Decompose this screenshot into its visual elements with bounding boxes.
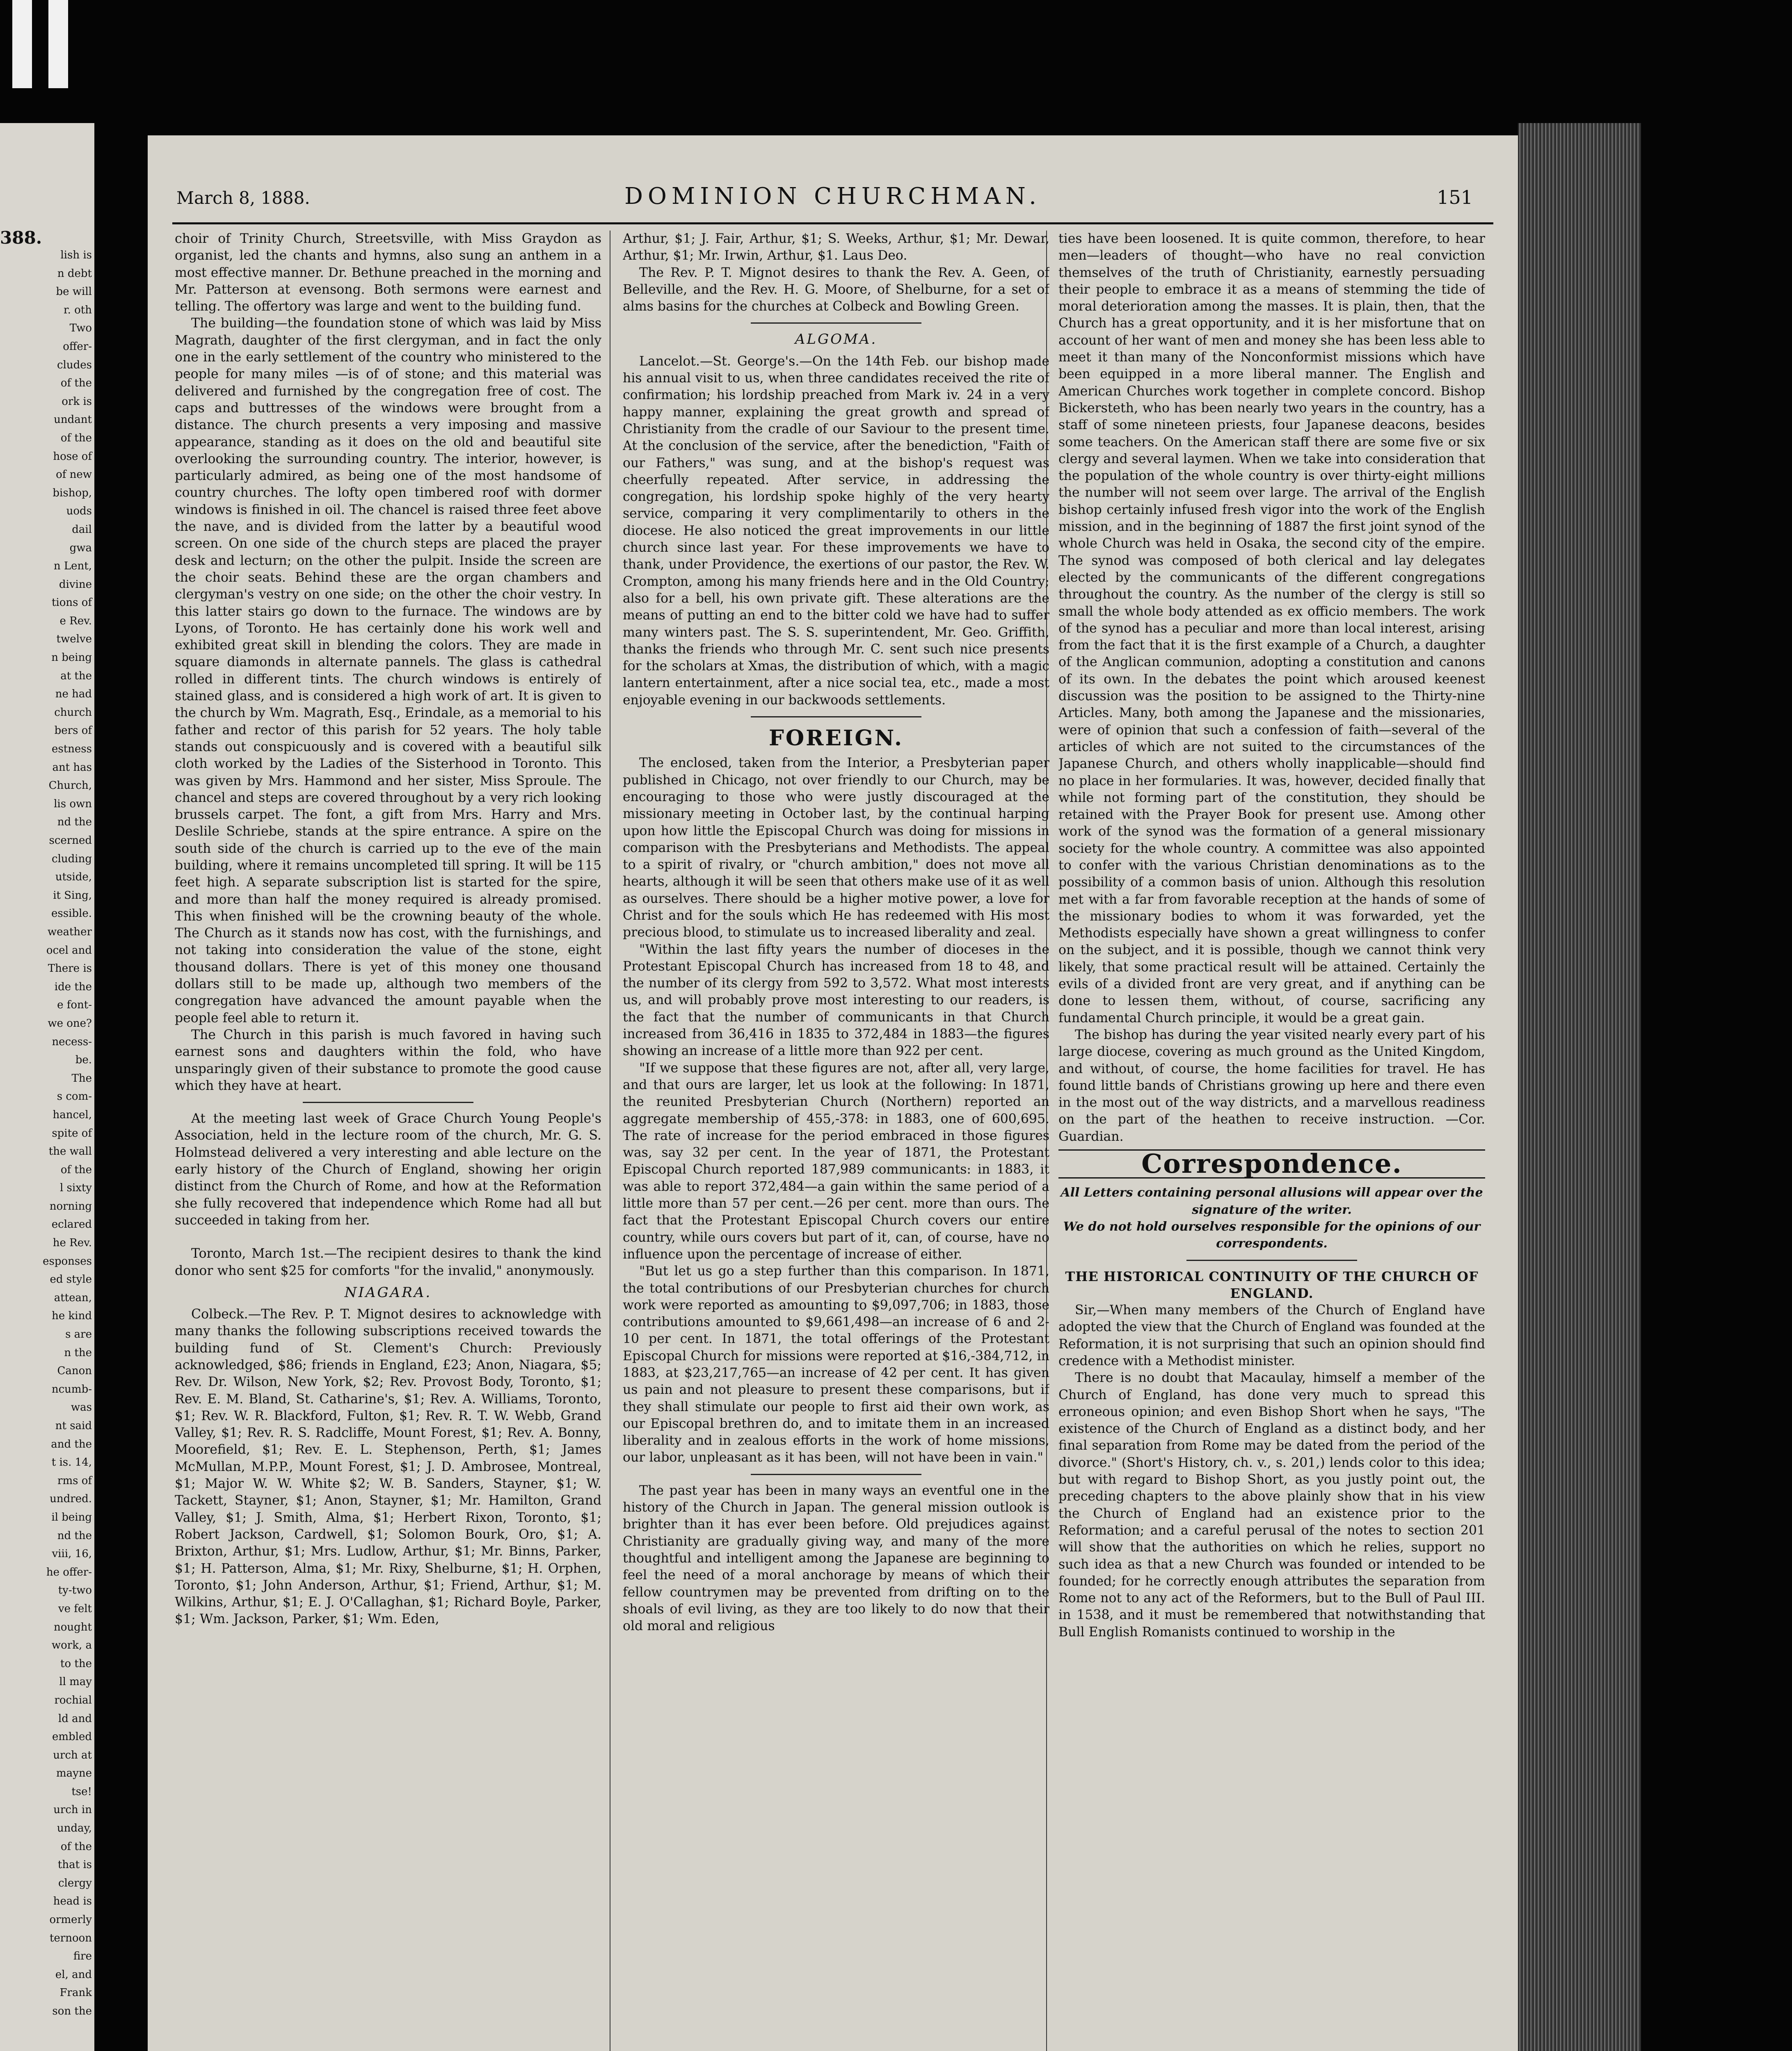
adjacent-page-fragment: n being xyxy=(51,651,92,664)
paragraph: The building—the foundation stone of which was laid by Miss Magrath, daughter of the first clergyman, and in fact the only one in the early settlement of the country who ministered to the people for many miles —is of of stone; and this material was delivered and furnished by the congregation free of cost. The caps and buttresses of the windows were brought from a distance. The church presents a very imposing and massive appearance, standing as it does on the old and beautiful site overlooking the surrounding country. The interior, however, is particularly admired, as being one of the most handsome of country churches. The lofty open timbered roof with dormer windows is finished in oil. The chancel is raised three feet above the nave, and is divided from the latter by a beautiful wood screen. On one side of the church steps are placed the prayer desk and lecturn; on the other the pulpit. Inside the screen are the choir seats. Behind these are the organ chambers and clergyman's vestry on one side; on the other the choir vestry. In this latter stairs go down to the furnace. The windows are by Lyons, of Toronto. He has certainly done his work well and exhibited great skill in blending the colors. They are made in square diamonds in alternate pannels. The glass is cathedral rolled in different tints. The church windows is entirely of stained glass, and is considered a high work of art. It is given to the church by Wm. Magrath, Esq., Erindale, as a memorial to his father and rector of this parish for 52 years. The holy table stands out conspicuously and is covered with a beautiful silk cloth worked by the Ladies of the Sisterhood in Toronto. This was given by Mrs. Hammond and her sister, Miss Sproule. The chancel and steps are covered throughout by a very rich looking brussels carpet. The font, a gift from Mrs. Harry and Mrs. Deslile Schriebe, stands at the spire entrance. A spire on the south side of the church is carried up to the eve of the main building, where it remains uncompleted till spring. It will be 115 feet high. A separate subscription list is started for the spire, and more than half the money required is already promised. This when finished will be the crowning beauty of the whole. The Church as it stands now has cost, with the furnishings, and not taking into consideration the value of the stone, eight thousand dollars. There is yet of this money one thousand dollars still to be made up, although two members of the congregation have advanced the amount payable when the people feel able to return it. xyxy=(175,316,601,1026)
adjacent-page-fragment: head is xyxy=(53,1895,92,1908)
newspaper-page xyxy=(148,135,1518,2051)
adjacent-page-fragment: tse! xyxy=(71,1785,92,1798)
adjacent-page-fragment: uods xyxy=(66,505,92,518)
adjacent-page-fragment: son the xyxy=(52,2005,92,2017)
adjacent-page-fragment: lish is xyxy=(60,249,92,261)
adjacent-page-fragment: bishop, xyxy=(53,486,92,499)
section-heading-niagara: NIAGARA. xyxy=(344,1284,432,1301)
paragraph: Arthur, $1; J. Fair, Arthur, $1; S. Weeks, Arthur, $1; Mr. Dewar, Arthur, $1; Mr. Irwin, Arthur, $1. Laus Deo. xyxy=(623,231,1049,263)
adjacent-page-fragment: to the xyxy=(60,1657,92,1670)
adjacent-page-fragment: e Rev. xyxy=(59,614,92,627)
adjacent-page-fragment: The xyxy=(71,1072,92,1085)
page-number: 151 xyxy=(1437,186,1473,208)
column-2 xyxy=(623,231,1049,2051)
adjacent-page-fragment: ork is xyxy=(62,395,92,408)
adjacent-page-fragment: necess- xyxy=(52,1035,92,1048)
adjacent-page-fragment: weather xyxy=(47,925,92,938)
adjacent-page-fragment: ll may xyxy=(59,1676,92,1688)
section-heading-correspondence: Correspondence. xyxy=(1058,1149,1485,1179)
adjacent-page-fragment: ormerly xyxy=(49,1914,92,1926)
adjacent-page-fragment: e font- xyxy=(57,999,92,1012)
adjacent-page-fragment: gwa xyxy=(69,541,92,554)
paragraph: The bishop has during the year visited nearly every part of his large diocese, covering as much ground as the United Kingdom, and without, of course, the home facilities for travel. He has found little bands of Christians growing up here and there even in the most out of the way districts, and a marvellous readiness on the part of the heathen to receive instruction. —Cor. Guardian. xyxy=(1058,1027,1485,1144)
adjacent-page-fragment: was xyxy=(71,1401,92,1414)
adjacent-page-fragment: he offer- xyxy=(46,1566,92,1578)
film-mark-top-left-2 xyxy=(48,0,68,88)
film-mark-top-left-1 xyxy=(12,0,32,88)
adjacent-page-fragment: viii, 16, xyxy=(52,1548,92,1560)
adjacent-page-fragment: hancel, xyxy=(53,1108,92,1121)
adjacent-page-fragment: There is xyxy=(48,962,92,975)
paragraph: The Church in this parish is much favored in having such earnest sons and daughters within the fold, who have unsparingly given of their substance to promote the good cause which they have at heart. xyxy=(175,1027,601,1093)
adjacent-page-fragment: ty-two xyxy=(58,1584,92,1597)
adjacent-page-fragment: ant has xyxy=(52,761,92,774)
adjacent-page-fragment: of the xyxy=(60,377,92,390)
adjacent-page-fragment: norning xyxy=(49,1200,92,1213)
adjacent-page-fragment: Two xyxy=(69,322,92,335)
adjacent-page-fragment: Frank xyxy=(59,1987,92,1999)
adjacent-page-fragment: ocel and xyxy=(46,944,92,957)
paragraph: The past year has been in many ways an eventful one in the history of the Church in Japan. The general mission outlook is brighter than it has ever been before. Old prejudices against Christianity are gradually giving way, and many of the more thoughtful and intelligent among the Japanese are beginning to feel the need of a moral anchorage by means of which their fellow countrymen may be prevented from drifting on to the shoals of evil living, as they are too likely to do now that their old moral and religious xyxy=(623,1483,1049,1634)
adjacent-page-fragment: n the xyxy=(64,1346,92,1359)
adjacent-page-fragment: unday, xyxy=(57,1822,92,1835)
adjacent-page-fragment: rochial xyxy=(54,1694,92,1706)
adjacent-page-fragment: nt said xyxy=(55,1420,92,1432)
paragraph: Toronto, March 1st.—The recipient desires to thank the kind donor who sent $25 for comforts "for the invalid," anonymously. xyxy=(175,1246,601,1278)
adjacent-page-fragment: that is xyxy=(57,1859,92,1871)
adjacent-page-number: 388. xyxy=(0,228,42,248)
adjacent-page-fragment: we one? xyxy=(48,1017,92,1030)
adjacent-page-fragment: ncumb- xyxy=(51,1383,92,1396)
paragraph: The Rev. P. T. Mignot desires to thank the Rev. A. Geen, of Belleville, and the Rev. H. G. Moore, of Shelburne, for a set of alms basins for the churches at Colbeck and Bowling Green. xyxy=(623,265,1049,314)
adjacent-page-fragment: r. oth xyxy=(64,304,92,316)
adjacent-page-fragment: work, a xyxy=(51,1639,92,1652)
section-rule xyxy=(1186,1260,1357,1261)
paragraph: ties have been loosened. It is quite common, therefore, to hear men—leaders of thought—who have no real conviction themselves of the truth of Christianity, earnestly persuading their people to embrace it as a means of stemming the tide of moral deterioration among the masses. It is plain, then, that the Church has a great opportunity, and it is her misfortune that on account of her want of men and money she has been less able to meet it than many of the Nonconformist missions which have been equipped in a more liberal manner. The English and American Churches work together in complete concord. Bishop Bickersteth, who has been nearly two years in the country, has a staff of some nineteen priests, four Japanese deacons, besides some teachers. On the American staff there are some five or six clergy and several laymen. When we take into consideration that the population of the whole country is over thirty-eight millions the number will not seem over large. The arrival of the English bishop certainly infused fresh vigor into the work of the English mission, and in the beginning of 1887 the first joint synod of the whole Church was held in Osaka, the second city of the empire. The synod was composed of both clerical and lay delegates elected by the communicants of the different congregations throughout the country. As the number of the clergy is still so small the whole body attended as ex officio members. The work of the synod has a peculiar and more than local interest, arising from the fact that it is the first example of a Church, a daughter of the Anglican communion, adopting a constitution and canons of its own. In the debates the point which aroused keenest discussion was the position to be assigned to the Thirty-nine Articles. Many, both among the Japanese and the missionaries, were of opinion that such a confession of faith—several of the articles of which are not suited to the circumstances of the Japanese Church, and others wholly inapplicable—should find no place in her formularies. It was, however, decided finally that while not forming part of the constitution, they should be retained with the Prayer Book for present use. Among other work of the synod was the formation of a general missionary society for the whole country. A committee was also appointed to confer with the various Christian denominations as to the possibility of a common basis of union. Although this resolution met with a far from favorable reception at the hands of some of the missionary bodies to whom it was forwarded, yet the Methodists especially have shown a great willingness to confer on the subject, and it is possible, though we cannot think very likely, that some practical result will be attained. Certainly the evils of a divided front are very great, and if anything can be done to lessen them, without, of course, sacrificing any fundamental Church principle, it would be a great gain. xyxy=(1058,231,1485,1026)
adjacent-page-fragment: ed style xyxy=(50,1273,92,1286)
section-rule xyxy=(303,1102,473,1103)
adjacent-page-fragment: il being xyxy=(51,1511,92,1523)
adjacent-page-fragment: and the xyxy=(51,1438,92,1450)
adjacent-page-fragment: undred. xyxy=(50,1493,92,1505)
adjacent-page-fragment: twelve xyxy=(56,633,92,646)
adjacent-page-fragment: mayne xyxy=(56,1767,92,1780)
adjacent-page-fragment: n Lent, xyxy=(53,560,92,573)
adjacent-page-fragment: fire xyxy=(73,1950,92,1963)
adjacent-page-fragment: cluding xyxy=(52,852,92,865)
issue-date: March 8, 1888. xyxy=(176,188,310,208)
header-rule xyxy=(172,222,1493,224)
adjacent-page-fragment: hose of xyxy=(53,450,92,463)
adjacent-page-fragment: nd the xyxy=(57,1529,92,1542)
adjacent-page-fragment: the wall xyxy=(48,1145,92,1158)
adjacent-page-fragment: of new xyxy=(56,468,92,481)
adjacent-page-fragment: Church, xyxy=(48,779,92,792)
paragraph: The enclosed, taken from the Interior, a Presbyterian paper published in Chicago, not over friendly to our Church, may be encouraging to those who were justly discouraged at the missionary meeting in October last, by the continual harping upon how little the Episcopal Church was doing for missions in comparison with the Presbyterians and Methodists. The appeal to a spirit of rivalry, or "church ambition," does not move all hearts, although it will be seen that others make use of it as well as ourselves. There should be a higher motive power, a love for Christ and for the souls which He has redeemed with His most precious blood, to stimulate us to increased liberality and zeal. xyxy=(623,756,1049,940)
paragraph: Colbeck.—The Rev. P. T. Mignot desires to acknowledge with many thanks the following subscriptions received towards the building fund of St. Clement's Church: Previously acknowledged, $86; friends in England, £23; Anon, Niagara, $5; Rev. Dr. Wilson, New York, $2; Rev. Provost Body, Toronto, $1; Rev. E. M. Bland, St. Catharine's, $1; Rev. A. Williams, Toronto, $1; Rev. W. R. Blackford, Fulton, $1; Rev. R. T. W. Webb, Grand Valley, $1; Rev. R. S. Radcliffe, Mount Forest, $1; Rev. A. Bonny, Moorefield, $1; Rev. E. L. Stephenson, Perth, $1; James McMullan, M.P.P., Mount Forest, $1; J. D. Ambrosee, Montreal, $1; Major W. W. White $2; W. B. Sanders, Stayner, $1; W. Tackett, Stayner, $1; Anon, Stayner, $1; Mr. Hamilton, Grand Valley, $1; J. Smith, Alma, $1; Herbert Rixon, Toronto, $1; Robert Jackson, Cardwell, $1; Solomon Bourk, Oro, $1; A. Brixton, Arthur, $1; Mrs. Ludlow, Arthur, $1; Mr. Binns, Parker, $1; H. Patterson, Alma, $1; Mr. Rixy, Shelburne, $1; H. Orphen, Toronto, $1; John Anderson, Arthur, $1; Friend, Arthur, $1; M. Wilkins, Arthur, $1; E. J. O'Callaghan, $1; Richard Boyle, Parker, $1; Wm. Jackson, Parker, $1; Wm. Eden, xyxy=(175,1307,601,1627)
adjacent-page-fragment: be will xyxy=(56,285,92,298)
paragraph: choir of Trinity Church, Streetsville, with Miss Graydon as organist, led the chants and hymns, also sung an anthem in a most effective manner. Dr. Bethune preached in the morning and Mr. Patterson at evensong. Both sermons were earnest and telling. The offertory was large and went to the building fund. xyxy=(175,231,601,314)
paragraph: "But let us go a step further than this comparison. In 1871, the total contributions of our Presbyterian churches for church work were reported as amounting to $9,097,706; in 1883, those contributions amounted to $9,661,498—an increase of 6 and 2-10 per cent. In 1871, the total offerings of the Protestant Episcopal Church for missions were reported at $16,-384,712, in 1883, at $23,217,765—an increase of 42 per cent. It has given us pain and not pleasure to present these comparisons, but if they shall stimulate our people to first aid their own work, as our Episcopal brethren do, and to imitate them in an increased liberality and in zealous efforts in the work of home missions, our labor, unpleasant as it has been, will not have been in vain." xyxy=(623,1264,1049,1465)
adjacent-page-fragment: dail xyxy=(72,523,92,536)
adjacent-page-fragment: s com- xyxy=(57,1090,92,1103)
column-1 xyxy=(175,231,601,2051)
paragraph: Sir,—When many members of the Church of England have adopted the view that the Church of England was founded at the Reformation, it is not surprising that such an opinion should find credence with a Methodist minister. xyxy=(1058,1303,1485,1368)
paragraph: Lancelot.—St. George's.—On the 14th Feb. our bishop made his annual visit to us, when three candidates received the rite of confirmation; his lordship preached from Mark iv. 24 in a very happy manner, explaining the great growth and spread of Christianity from the cradle of our Saviour to the present time. At the conclusion of the service, after the benediction, "Faith of our Fathers," was sung, and at the bishop's request was cheerfully repeated. After service, in addressing the congregation, his lordship spoke highly of the very hearty service, comparing it very complimentarily to others in the diocese. He also noticed the great improvements in our little church since last year. For these improvements we have to thank, under Providence, the exertions of our pastor, the Rev. W. Crompton, among his many friends here and in the Old Country; also for a bell, his own private gift. These alterations are the means of putting an end to the bitter cold we have had to suffer many winters past. The S. S. superintendent, Mr. Geo. Griffith, thanks the friends who through Mr. C. sent such nice presents for the scholars at Xmas, the distribution of which, with a magic lantern entertainment, after a nice social tea, etc., made a most enjoyable evening in our backwoods settlements. xyxy=(623,354,1049,708)
paragraph: "If we suppose that these figures are not, after all, very large, and that ours are larger, let us look at the following: In 1871, the reunited Presbyterian Church (Northern) reported an aggregate membership of 455,-378: in 1883, one of 600,695. The rate of increase for the period embraced in those figures was, say 32 per cent. In the year of 1871, the Protestant Episcopal Church reported 187,989 communicants: in 1883, it was able to report 372,484—a gain within the same period of a little more than 57 per cent.—26 per cent. more than ours. The fact that the Protestant Episcopal Church covers our entire country, while ours covers but part of it, can, of course, have no influence upon the percentage of increase of either. xyxy=(623,1060,1049,1262)
adjacent-page-fragment: rms of xyxy=(57,1474,92,1487)
adjacent-page-fragment: utside, xyxy=(55,871,92,884)
adjacent-page-fragment: s are xyxy=(65,1328,92,1341)
book-page-edges xyxy=(1518,123,1641,2051)
adjacent-page-fragment: offer- xyxy=(63,340,92,353)
adjacent-page-fragment: of the xyxy=(60,432,92,444)
section-heading-algoma: ALGOMA. xyxy=(795,331,878,348)
paragraph: At the meeting last week of Grace Church Young People's Association, held in the lecture room of the church, Mr. G. S. Holmstead delivered a very interesting and able lecture on the early history of the Church of England, showing her origin distinct from the Church of Rome, and how at the Reformation she fully recovered that independence which Rome had all but succeeded in taking from her. xyxy=(175,1111,601,1228)
adjacent-page-fragment: ve felt xyxy=(58,1602,92,1615)
adjacent-page-fragment: urch in xyxy=(53,1804,92,1816)
paragraph: "Within the last fifty years the number of dioceses in the Protestant Episcopal Church has increased from 18 to 48, and the number of its clergy from 592 to 3,572. What most interests us, and will probably prove most interesting to our readers, is the fact that the number of communicants in that Church increased from 36,416 in 1835 to 372,484 in 1883—the figures showing an increase of a little more than 922 per cent. xyxy=(623,942,1049,1059)
adjacent-page-fragment: nought xyxy=(54,1621,92,1633)
adjacent-page-fragment: attean, xyxy=(54,1291,92,1304)
adjacent-page-fragment: lis own xyxy=(54,797,92,810)
adjacent-page-fragment: scerned xyxy=(49,834,92,847)
adjacent-page-fragment: Canon xyxy=(57,1365,92,1377)
adjacent-page-fragment: l sixty xyxy=(59,1182,92,1195)
section-rule xyxy=(751,716,921,717)
adjacent-page-fragment: esponses xyxy=(43,1255,92,1268)
editorial-notice: We do not hold ourselves responsible for the opinions of our correspondents. xyxy=(1063,1219,1481,1251)
adjacent-page-fragment: ld and xyxy=(58,1712,92,1725)
section-rule xyxy=(751,1474,921,1475)
editorial-notice: All Letters containing personal allusions will appear over the signature of the writer. xyxy=(1061,1185,1483,1217)
adjacent-page-fragment: n debt xyxy=(57,267,92,280)
section-heading-foreign: FOREIGN. xyxy=(768,726,904,751)
adjacent-page-fragment: he kind xyxy=(52,1310,92,1322)
adjacent-page-fragment: essible. xyxy=(51,907,92,920)
adjacent-page-fragment: he Rev. xyxy=(53,1237,92,1249)
adjacent-page-fragment: undant xyxy=(54,413,92,426)
adjacent-page-fragment: urch at xyxy=(53,1749,92,1761)
adjacent-page-fragment: nd the xyxy=(57,816,92,829)
page-header xyxy=(148,135,1518,217)
adjacent-page-fragment: divine xyxy=(59,578,92,591)
adjacent-page-fragments xyxy=(0,246,94,2021)
adjacent-page-fragment: ide the xyxy=(54,980,92,993)
adjacent-page-fragment: tions of xyxy=(51,596,92,609)
adjacent-page-fragment: estness xyxy=(52,743,92,756)
adjacent-page-fragment: embled xyxy=(52,1731,92,1743)
adjacent-page-fragment: of the xyxy=(60,1163,92,1176)
adjacent-page-fragment: bers of xyxy=(54,724,92,737)
section-rule xyxy=(751,322,921,324)
adjacent-page-fragment: it Sing, xyxy=(53,889,92,902)
paragraph: There is no doubt that Macaulay, himself a member of the Church of England, has done very much to spread this erroneous opinion; and even Bishop Short when he says, "The existence of the Church of England as a distinct body, and her final separation from Rome may be dated from the period of the divorce." (Short's History, ch. v., s. 201,) lends color to this idea; but with regard to Bishop Short, as you justly point out, the preceding chapters to the above plainly show that in his view the Church of England had an existence prior to the Reformation; and a careful perusal of the notes to section 201 will show that the authorities on which he relies, support no such idea as that a new Church was founded or intended to be founded; for he correctly enough attributes the separation from Rome not to any act of the Reformers, but to the Bull of Paul III. in 1538, and it must be remembered that notwithstanding that Bull English Romanists continued to worship in the xyxy=(1058,1370,1485,1640)
masthead-title: DOMINION CHURCHMAN. xyxy=(624,183,1041,210)
adjacent-page-fragment: t is. 14, xyxy=(51,1456,92,1469)
adjacent-page-fragment: of the xyxy=(60,1840,92,1853)
adjacent-page-strip xyxy=(0,123,94,2051)
article-title: THE HISTORICAL CONTINUITY OF THE CHURCH OF ENGLAND. xyxy=(1065,1268,1479,1301)
adjacent-page-fragment: cludes xyxy=(57,359,92,371)
adjacent-page-fragment: eclared xyxy=(51,1218,92,1231)
adjacent-page-fragment: el, and xyxy=(55,1968,92,1981)
adjacent-page-fragment: clergy xyxy=(58,1877,92,1889)
adjacent-page-fragment: church xyxy=(54,706,92,719)
adjacent-page-fragment: at the xyxy=(60,669,92,682)
column-3 xyxy=(1058,231,1485,2051)
adjacent-page-fragment: spite of xyxy=(52,1127,92,1140)
adjacent-page-fragment: ne had xyxy=(55,688,92,701)
adjacent-page-fragment: ternoon xyxy=(49,1932,92,1944)
adjacent-page-fragment: be. xyxy=(75,1054,92,1067)
